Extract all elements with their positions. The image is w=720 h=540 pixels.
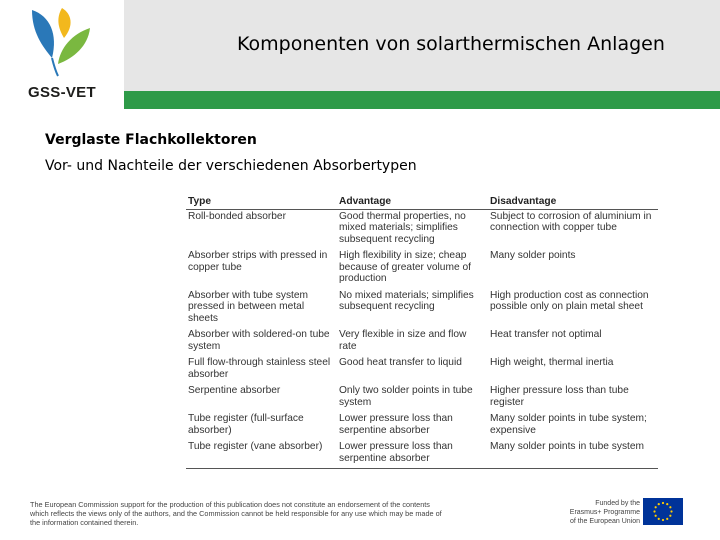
cell-advantage: Good thermal properties, no mixed materials; simplifies subsequent recycling <box>339 210 466 245</box>
eu-star-icon <box>662 519 664 521</box>
logo-text: GSS-VET <box>28 84 96 101</box>
gss-vet-logo <box>20 4 100 102</box>
eu-line-3: of the European Union <box>569 518 640 525</box>
header-type: Type <box>186 196 337 209</box>
eu-funding-text <box>556 499 640 526</box>
table-row <box>186 412 658 440</box>
cell-disadvantage: Many solder points in tube system <box>488 440 658 469</box>
cell-disadvantage: Higher pressure loss than tube register <box>490 385 629 408</box>
cell-type: Absorber strips with pressed in copper tube <box>188 250 328 273</box>
subtitle: Vor- und Nachteile der verschiedenen Absorbertypen <box>45 158 417 174</box>
table-row <box>186 356 658 384</box>
table-row <box>186 289 658 329</box>
table-row <box>186 384 658 412</box>
eu-line-2: Erasmus+ Programme <box>569 509 640 516</box>
header-advantage: Advantage <box>337 196 488 209</box>
eu-star-icon <box>655 506 657 508</box>
table-row <box>186 209 658 249</box>
table-row <box>186 249 658 289</box>
eu-star-icon <box>670 510 672 512</box>
cell-disadvantage: Many solder points in tube system; expensive <box>490 413 647 436</box>
cell-advantage: Good heat transfer to liquid <box>339 357 462 368</box>
cell-type: Tube register (full-surface absorber) <box>188 413 304 436</box>
cell-advantage: Very flexible in size and flow rate <box>339 329 467 352</box>
green-band <box>124 91 720 109</box>
eu-disclaimer: The European Commission support for the production of this publication does not constitute an endorsement of the contents which reflects the views only of the authors, and the Commission cannot be held responsible for any use which may be made of the information contained therein. <box>30 500 442 527</box>
cell-type: Full flow-through stainless steel absorber <box>188 357 331 380</box>
table-row <box>186 328 658 356</box>
absorber-table <box>186 196 658 469</box>
cell-type: Absorber with tube system pressed in between metal sheets <box>188 289 309 324</box>
eu-star-icon <box>658 518 660 520</box>
cell-advantage: No mixed materials; simplifies subsequent recycling <box>339 289 474 312</box>
cell-type: Tube register (vane absorber) <box>186 440 337 469</box>
header-disadvantage: Disadvantage <box>488 196 658 209</box>
eu-star-icon <box>658 503 660 505</box>
leaf-logo-icon <box>28 6 94 78</box>
eu-star-icon <box>655 515 657 517</box>
subheading: Verglaste Flachkollektoren <box>45 132 257 148</box>
cell-type: Roll-bonded absorber <box>188 210 286 222</box>
eu-star-icon <box>666 503 668 505</box>
cell-advantage: Lower pressure loss than serpentine absorber <box>339 413 453 436</box>
page-title: Komponenten von solarthermischen Anlagen <box>237 33 665 55</box>
cell-disadvantage: High production cost as connection possible only on plain metal sheet <box>490 289 649 312</box>
table-row <box>186 440 658 469</box>
cell-disadvantage: Heat transfer not optimal <box>490 329 602 340</box>
eu-star-icon <box>666 518 668 520</box>
eu-star-icon <box>669 506 671 508</box>
cell-disadvantage: High weight, thermal inertia <box>490 357 614 368</box>
cell-advantage: Lower pressure loss than serpentine absorber <box>337 440 488 469</box>
table-header-row <box>186 196 658 209</box>
cell-type: Serpentine absorber <box>188 385 281 396</box>
eu-star-icon <box>662 502 664 504</box>
cell-advantage: High flexibility in size; cheap because of greater volume of production <box>339 250 471 284</box>
eu-flag-icon <box>643 498 683 525</box>
cell-advantage: Only two solder points in tube system <box>339 385 473 408</box>
comparison-table <box>186 196 658 469</box>
eu-star-icon <box>669 515 671 517</box>
cell-disadvantage: Subject to corrosion of aluminium in connection with copper tube <box>490 210 652 233</box>
cell-disadvantage: Many solder points <box>490 250 576 261</box>
eu-line-1: Funded by the <box>595 500 640 507</box>
eu-star-icon <box>653 510 655 512</box>
cell-type: Absorber with soldered-on tube system <box>188 329 330 352</box>
